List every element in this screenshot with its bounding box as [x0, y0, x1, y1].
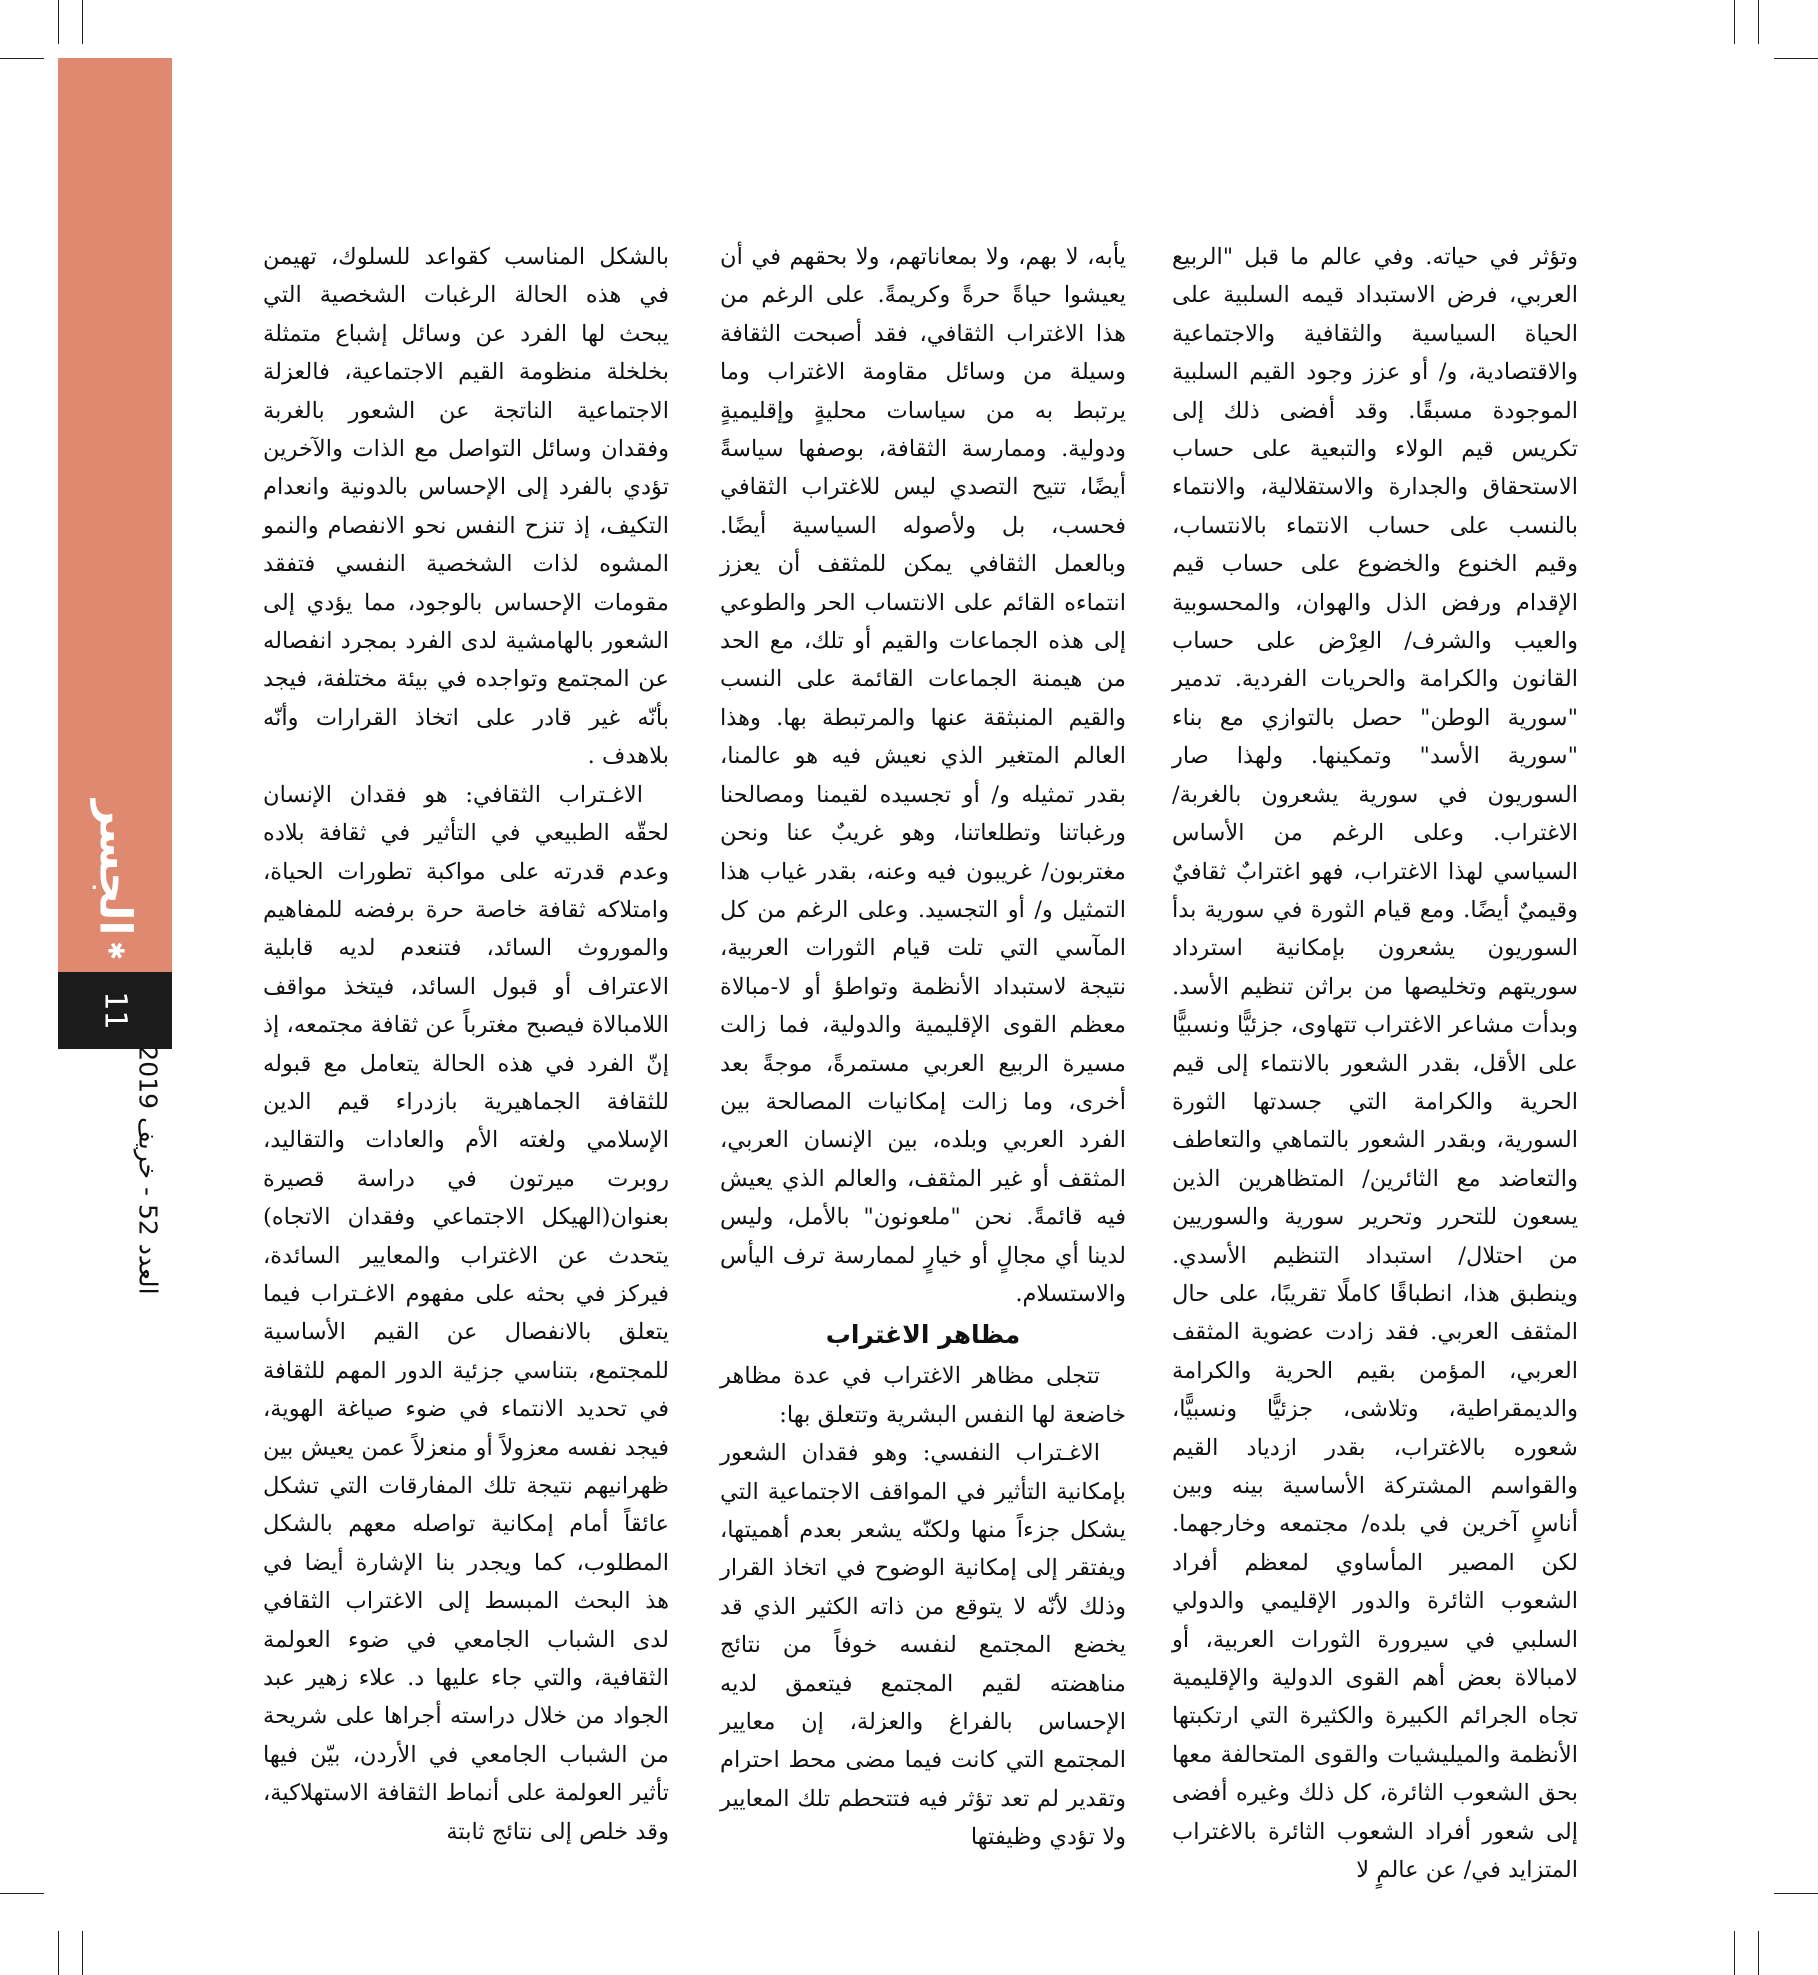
- article-paragraph: وتؤثر في حياته. وفي عالم ما قبل "الربيع العربي، فرض الاستبداد قيمه السلبية على الحياة السياسية والثقافية والاجتماعية والاقتصادية، و/ أو عزز وجود القيم السلبية الموجودة مسبقًا. وقد أفضى ذلك إلى تكريس قيم الولاء والتبعية على حساب الاستحقاق والجدارة والاستقلالية، والانتماء بالنسب على حساب الانتماء بالانتساب، وقيم الخنوع والخضوع على حساب قيم الإقدام ورفض الذل والهوان، والمحسوبية والعيب والشرف/ العِرْض على حساب القانون والكرامة والحريات الفردية. تدمير "سورية الوطن" حصل بالتوازي مع بناء "سورية الأسد" وتمكينها. ولهذا صار السوريون في سورية يشعرون بالغربة/ الاغتراب. وعلى الرغم من الأساس السياسي لهذا الاغتراب، فهو اغترابٌ ثقافيٌ وقيميٌ أيضًا. ومع قيام الثورة في سورية بدأ السوريون يشعرون بإمكانية استرداد سوريتهم وتخليصها من براثن تنظيم الأسد. وبدأت مشاعر الاغتراب تتهاوى، جزئيًّا ونسبيًّا على الأقل، بقدر الشعور بالانتماء إلى قيم الحرية والكرامة التي جسدتها الثورة السورية، وبقدر الشعور بالتماهي والتعاطف والتعاضد مع الثائرين/ المتظاهرين الذين يسعون للتحرر وتحرير سورية والسوريين من احتلال/ استبداد التنظيم الأسدي. وينطبق هذا، انطباقًا كاملًا تقريبًا، على حال المثقف العربي. فقد زادت عضوية المثقف العربي، المؤمن بقيم الحرية والكرامة والديمقراطية، وتلاشى، جزئيًّا ونسبيًّا، شعوره بالاغتراب، بقدر ازدياد القيم والقواسم المشتركة الأساسية بينه وبين أناسٍ آخرين في بلده/ مجتمعه وخارجهما. لكن المصير المأساوي لمعظم أفراد الشعوب الثائرة والدور الإقليمي والدولي السلبي في سيرورة الثورات العربية، أو لامبالاة بعض أهم القوى الدولية والإقليمية تجاه الجرائم الكبيرة والكثيرة التي ارتكبتها الأنظمة والميليشيات والقوى المتحالفة معها بحق الشعوب الثائرة، كل ذلك وغيره أفضى إلى شعور أفراد الشعوب الثائرة بالاغتراب المتزايد في/ عن عالمٍ لا: [1171, 244, 1578, 1884]
- article-paragraph: يأبه، لا بهم، ولا بمعاناتهم، ولا بحقهم في أن يعيشوا حياةً حرةً وكريمةً. على الرغم من هذا الاغتراب الثقافي، فقد أصبحت الثقافة وسيلة من وسائل مقاومة الاغتراب وما يرتبط به من سياسات محليةٍ وإقليميةٍ ودولية. وممارسة الثقافة، بوصفها سياسةً أيضًا، تتيح التصدي ليس للاغتراب الثقافي فحسب، بل ولأصوله السياسية أيضًا. وبالعمل الثقافي يمكن للمثقف أن يعزز انتماءه القائم على الانتساب الحر والطوعي إلى هذه الجماعات والقيم أو تلك، مع الحد من هيمنة الجماعات القائمة على النسب والقيم المنبثقة عنها والمرتبطة بها. وهذا العالم المتغير الذي نعيش فيه هو عالمنا، بقدر تمثيله و/ أو تجسيده لقيمنا ومصالحنا ورغباتنا وتطلعاتنا، وهو غريبٌ عنا ونحن مغتربون/ غريبون فيه وعنه، بقدر غياب هذا التمثيل و/ أو التجسيد. وعلى الرغم من كل المآسي التي تلت قيام الثورات العربية، نتيجة لاستبداد الأنظمة وتواطؤ أو لا-مبالاة معظم القوى الإقليمية والدولية، فما زالت مسيرة الربيع العربي مستمرةً، موجةً بعد أخرى، وما زالت إمكانيات المصالحة بين الفرد العربي وبلده، بين الإنسان العربي، المثقف أو غير المثقف، والعالم الذي يعيش فيه قائمةً. نحن "ملعونون" بالأمل، وليس لدينا أي مجالٍ أو خيارٍ لممارسة ترف اليأس والاستسلام.: [720, 244, 1126, 1307]
- issue-label-text: العدد 52 - خريف 2019: [133, 1045, 163, 1295]
- crop-mark: [82, 0, 83, 44]
- crop-mark: [1758, 0, 1759, 44]
- crop-mark: [1774, 1893, 1818, 1894]
- article-paragraph: الاغـتراب النفسي: وهو فقدان الشعور بإمكانية التأثير في المواقف الاجتماعية التي يشكل جزءاً منها ولكنّه يشعر بعدم أهميتها، ويفتقر إلى إمكانية الوضوح في اتخاذ القرار وذلك لأنّه لا يتوقع من ذاته الكثير الذي قد يخضع المجتمع لنفسه خوفاً من نتائج مناهضته لقيم المجتمع فيتعمق لديه الإحساس بالفراغ والعزلة، إن معايير المجتمع التي كانت فيما مضى محط احترام وتقدير لم تعد تؤثر فيه فتتحطم تلك المعايير ولا تؤدي وظيفتها: [720, 1440, 1126, 1851]
- crop-mark: [1734, 1931, 1735, 1975]
- crop-mark: [1758, 1931, 1759, 1975]
- page-number-text: 11: [97, 991, 133, 1030]
- crop-mark: [0, 1893, 44, 1894]
- section-heading: مظاهر الاغتراب: [825, 1320, 1021, 1350]
- crop-mark: [58, 1931, 59, 1975]
- crop-mark: [1774, 58, 1818, 59]
- crop-mark: [82, 1931, 83, 1975]
- article-column-right: [1171, 238, 1578, 1884]
- article-paragraph: بالشكل المناسب كقواعد للسلوك، تهيمن في هذه الحالة الرغبات الشخصية التي يبحث لها الفرد عن وسائل إشباع متمثلة بخلخلة منظومة القيم الاجتماعية، فالعزلة الاجتماعية الناتجة عن الشعور بالغربة وفقدان وسائل التواصل مع الذات والآخرين تؤدي بالفرد إلى الإحساس بالدونية وانعدام التكيف، إذ تنزح النفس نحو الانفصام والنمو المشوه لذات الشخصية النفسي فتفقد مقومات الإحساس بالوجود، مما يؤدي إلى الشعور بالهامشية لدى الفرد بمجرد انفصاله عن المجتمع وتواجده في بيئة مختلفة، فيجد بأنّه غير قادر على اتخاذ القرارات وأنّه بلاهدف .: [263, 244, 669, 770]
- crop-mark: [58, 0, 59, 44]
- article-column-left: [263, 238, 669, 1845]
- article-column-middle: [720, 238, 1126, 1851]
- page-number: [58, 972, 172, 1049]
- star-icon: ✱: [102, 941, 128, 960]
- article-paragraph: تتجلى مظاهر الاغتراب في عدة مظاهر خاضعة لها النفس البشرية وتتعلق بها:: [720, 1363, 1126, 1428]
- crop-mark: [0, 58, 44, 59]
- logo-text: الجسر: [89, 800, 141, 936]
- article-paragraph: الاغـتراب الثقافي: هو فقدان الإنسان لحقّه الطبيعي في التأثير في ثقافة بلاده وعدم قدرته على مواكبة تطورات الحياة، وامتلاكه ثقافة خاصة حرة برفضه للمفاهيم والموروث السائد، فتنعدم لديه قابلية الاعتراف أو قبول السائد، فيتخذ مواقف اللامبالاة فيصبح مغترباً عن ثقافة مجتمعه، إذ إنّ الفرد في هذه الحالة يتعامل مع قبوله للثقافة الجماهيرية بازدراء قيم الدين الإسلامي ولغته الأم والعادات والتقاليد، روبرت ميرتون في دراسة قصيرة بعنوان(الهيكل الاجتماعي وفقدان الاتجاه) يتحدث عن الاغتراب والمعايير السائدة، فيركز في بحثه على مفهوم الاغـتراب فيما يتعلق بالانفصال عن القيم الأساسية للمجتمع، بتناسي جزئية الدور المهم للثقافة في تحديد الانتماء في ضوء صياغة الهوية، فيجد نفسه معزولاً أو منعزلاً عمن يعيش بين ظهرانيهم نتيجة تلك المفارقات التي تشكل عائقاً أمام إمكانية تواصله معهم بالشكل المطلوب، كما ويجدر بنا الإشارة أيضا في هذ البحث المبسط إلى الاغتراب الثقافي لدى الشباب الجامعي في ضوء العولمة الثقافية، والتي جاء عليها د. علاء زهير عبد الجواد من خلال دراسته أجراها على شريحة من الشباب الجامعي في الأردن، بيّن فيها تأثير العولمة على أنماط الثقافة الاستهلاكية، وقد خلص إلى نتائج ثابتة: [263, 781, 669, 1845]
- crop-mark: [1734, 0, 1735, 44]
